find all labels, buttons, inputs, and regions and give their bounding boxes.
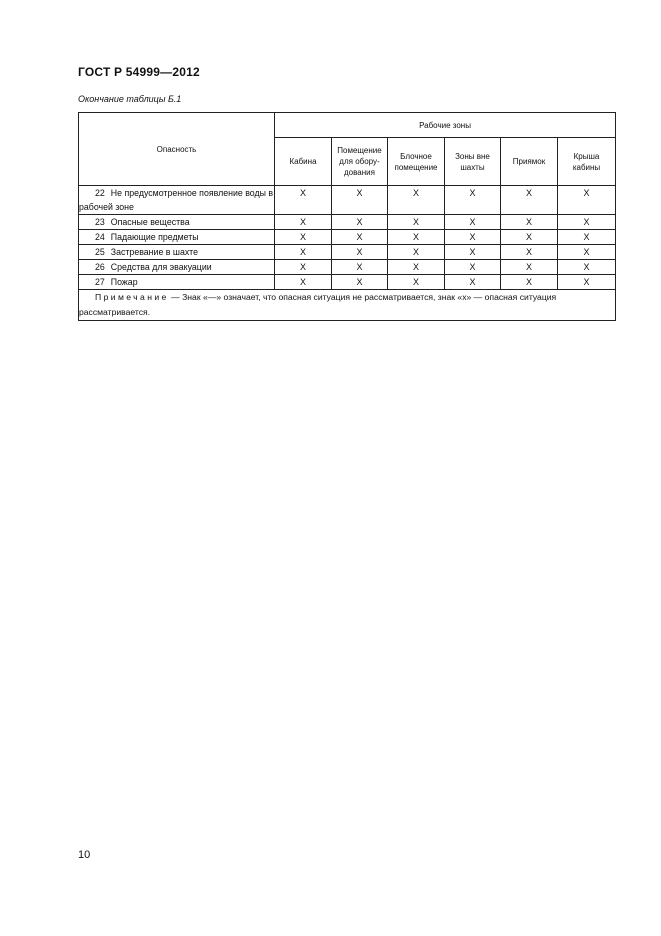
zone-header-pit: Приямок [501,138,558,186]
mark-cell: X [558,260,616,275]
table-row [79,215,616,230]
mark-cell: X [445,245,501,260]
hazard-cell [79,275,275,290]
mark-cell: X [445,275,501,290]
hazard-text: Средства для эвакуации [110,262,212,272]
hazard-text: Пожар [110,277,138,287]
note-row [79,290,616,321]
table-row [79,275,616,290]
zone-header-machine-room: Помещение для обору- дования [332,138,388,186]
hazard-cell [79,215,275,230]
zone-header-outside-shaft: Зоны вне шахты [445,138,501,186]
table-row [79,230,616,245]
page-number: 10 [78,849,91,861]
mark-cell: X [445,186,501,215]
hazard-table [78,112,616,321]
mark-cell: X [388,230,445,245]
hazard-text: Застревание в шахте [110,247,198,257]
mark-cell: X [332,230,388,245]
mark-cell: X [558,230,616,245]
zone-header-cabin: Кабина [275,138,332,186]
mark-cell: X [558,215,616,230]
mark-cell: X [501,230,558,245]
mark-cell: X [275,215,332,230]
mark-cell: X [501,215,558,230]
hazard-cell [79,186,275,215]
mark-cell: X [558,275,616,290]
mark-cell: X [501,245,558,260]
mark-cell: X [275,230,332,245]
mark-cell: X [501,275,558,290]
table-row [79,260,616,275]
hazard-number: 25 [95,247,105,257]
table-row [79,186,616,215]
mark-cell: X [558,186,616,215]
work-zones-header: Рабочие зоны [275,113,616,138]
hazard-text: Не предусмотренное появление воды в рабочей зоне [79,188,274,212]
hazard-text: Опасные вещества [110,217,190,227]
mark-cell: X [332,260,388,275]
mark-cell: X [501,186,558,215]
mark-cell: X [275,186,332,215]
table-row [79,245,616,260]
hazard-text: Падающие предметы [110,232,199,242]
hazard-number: 24 [95,232,105,242]
hazard-number: 23 [95,217,105,227]
hazard-cell [79,245,275,260]
mark-cell: X [332,215,388,230]
note-text: — Знак «—» означает, что опасная ситуация не рассматривается, знак «х» — опасная ситуация рассматривается. [79,292,557,317]
mark-cell: X [332,275,388,290]
mark-cell: X [558,245,616,260]
hazard-cell [79,260,275,275]
mark-cell: X [388,245,445,260]
mark-cell: X [275,245,332,260]
mark-cell: X [275,275,332,290]
hazard-number: 22 [95,188,105,198]
mark-cell: X [445,230,501,245]
document-code: ГОСТ Р 54999—2012 [78,65,200,79]
hazard-number: 27 [95,277,105,287]
mark-cell: X [501,260,558,275]
hazard-number: 26 [95,262,105,272]
hazard-cell [79,230,275,245]
mark-cell: X [388,215,445,230]
mark-cell: X [445,215,501,230]
table-caption: Окончание таблицы Б.1 [78,94,182,104]
mark-cell: X [388,275,445,290]
note-label: Примечание [95,292,169,302]
mark-cell: X [275,260,332,275]
mark-cell: X [332,245,388,260]
zone-header-pulley-room: Блочное помещение [388,138,445,186]
table-note [79,290,616,321]
mark-cell: X [445,260,501,275]
mark-cell: X [388,186,445,215]
zone-header-car-roof: Крыша кабины [558,138,616,186]
mark-cell: X [388,260,445,275]
mark-cell: X [332,186,388,215]
hazard-column-header: Опасность [79,113,275,186]
